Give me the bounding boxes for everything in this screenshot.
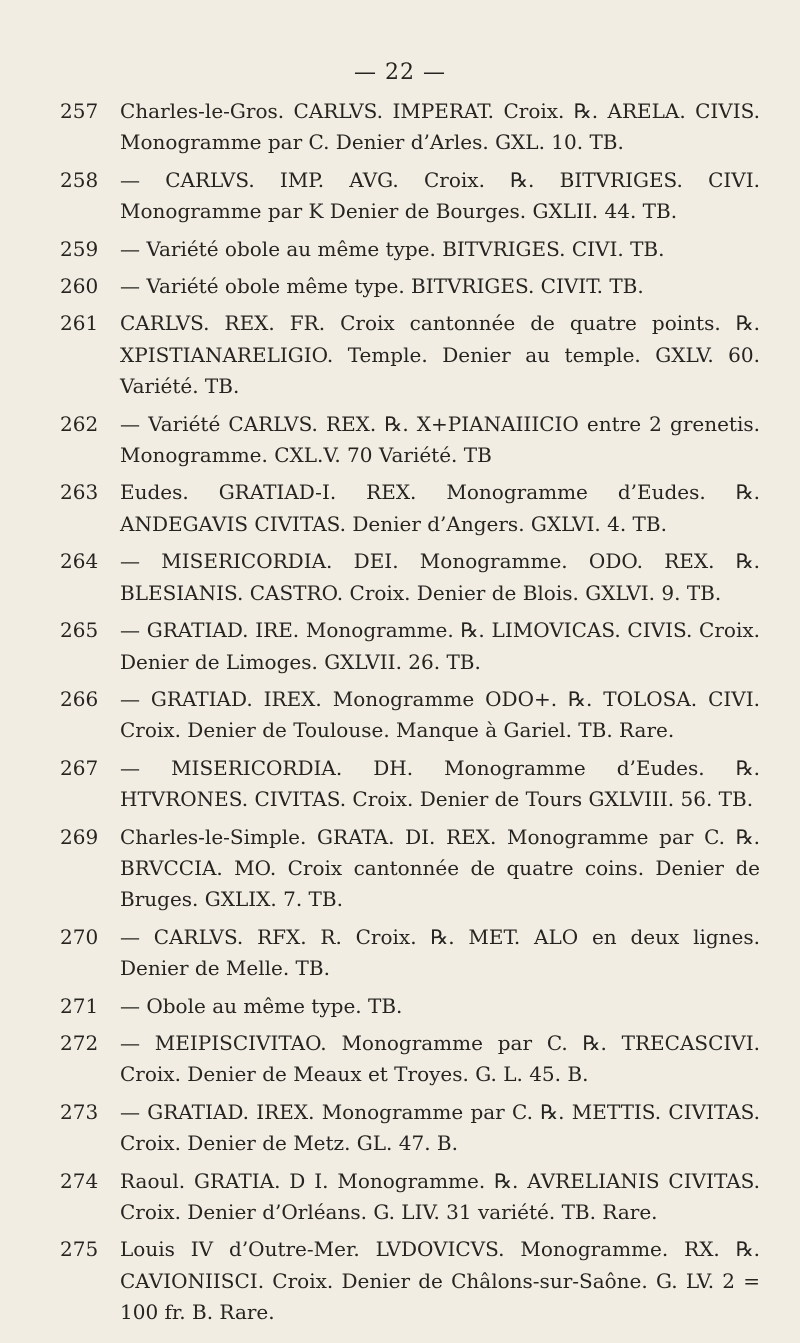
catalog-entry xyxy=(60,409,760,472)
entry-text: — GRATIAD. IREX. Monogramme par C. ℞. METTIS. CIVITAS. Croix. Denier de Metz. GL. 47. B. xyxy=(120,1099,760,1156)
catalog-entries xyxy=(60,96,760,1335)
entry-text: Louis IV d’Outre-Mer. LVDOVICVS. Monogramme. RX. ℞. CAVIONIISCI. Croix. Denier de Châlons-sur-Saône. G. LV. 2 = 100 fr. B. Rare. xyxy=(120,1237,760,1325)
page-number: — 22 — xyxy=(354,60,446,85)
catalog-entry xyxy=(60,1028,760,1091)
catalog-entry xyxy=(60,1097,760,1160)
entry-number: 257 xyxy=(60,99,99,123)
entry-text: — Variété obole même type. BITVRIGES. CIVIT. TB. xyxy=(120,274,644,299)
catalog-entry xyxy=(60,234,760,265)
catalog-entry xyxy=(60,684,760,747)
entry-text: Raoul. GRATIA. D I. Monogramme. ℞. AVRELIANIS CIVITAS. Croix. Denier d’Orléans. G. LIV. 31 variété. TB. Rare. xyxy=(120,1168,760,1224)
entry-number: 266 xyxy=(60,686,99,711)
catalog-entry xyxy=(60,308,760,402)
entry-text: — CARLVS. RFX. R. Croix. ℞. MET. ALO en deux lignes. Denier de Melle. TB. xyxy=(120,924,760,981)
entry-number: 272 xyxy=(60,1030,99,1055)
catalog-entry xyxy=(60,615,760,678)
entry-text: — Obole au même type. TB. xyxy=(120,993,403,1018)
catalog-entry xyxy=(60,1166,760,1229)
entry-text: — MEIPISCIVITAO. Monogramme par C. ℞. TRECASCIVI. Croix. Denier de Meaux et Troyes. G. L. 45. B. xyxy=(120,1030,760,1087)
entry-number: 270 xyxy=(60,924,99,949)
catalog-entry xyxy=(60,822,760,916)
catalog-entry xyxy=(60,546,760,609)
catalog-entry xyxy=(60,165,760,228)
entry-text: Charles-le-Gros. CARLVS. IMPERAT. Croix. ℞. ARELA. CIVIS. Monogramme par C. Denier d’Arles. GXL. 10. TB. xyxy=(120,99,760,155)
entry-number: 265 xyxy=(60,618,99,643)
entry-number: 258 xyxy=(60,167,99,192)
entry-text: — MISERICORDIA. DEI. Monogramme. ODO. REX. ℞. BLESIANIS. CASTRO. Croix. Denier de Blois. GXLVI. 9. TB. xyxy=(120,549,760,605)
entry-text: Charles-le-Simple. GRATA. DI. REX. Monogramme par C. ℞. BRVCCIA. MO. Croix cantonnée de quatre coins. Denier de Bruges. GXLIX. 7. TB. xyxy=(120,824,760,912)
entry-text: — MISERICORDIA. DH. Monogramme d’Eudes. ℞. HTVRONES. CIVITAS. Croix. Denier de Tours GXLVIII. 56. TB. xyxy=(120,755,760,812)
entry-text: — CARLVS. IMP. AVG. Croix. ℞. BITVRIGES. CIVI. Monogramme par K Denier de Bourges. GXLII. 44. TB. xyxy=(120,167,760,224)
entry-number: 261 xyxy=(60,311,99,336)
entry-text: — Variété obole au même type. BITVRIGES. CIVI. TB. xyxy=(120,236,665,261)
entry-number: 273 xyxy=(60,1099,99,1124)
entry-number: 263 xyxy=(60,480,99,505)
entry-number: 262 xyxy=(60,411,99,436)
catalog-entry xyxy=(60,922,760,985)
catalog-entry xyxy=(60,1234,760,1328)
entry-text: — Variété CARLVS. REX. ℞. X+PIANAIIICIO entre 2 grenetis. Monogramme. CXL.V. 70 Variété. TB xyxy=(120,411,760,468)
catalog-entry xyxy=(60,991,760,1022)
entry-number: 267 xyxy=(60,755,99,780)
entry-text: — GRATIAD. IRE. Monogramme. ℞. LIMOVICAS. CIVIS. Croix. Denier de Limoges. GXLVII. 26. TB. xyxy=(120,618,760,674)
catalog-entry xyxy=(60,96,760,159)
entry-text: Eudes. GRATIAD-I. REX. Monogramme d’Eudes. ℞. ANDEGAVIS CIVITAS. Denier d’Angers. GXLVI. 4. TB. xyxy=(120,480,760,536)
entry-number: 269 xyxy=(60,824,99,849)
entry-number: 275 xyxy=(60,1237,99,1262)
entry-number: 264 xyxy=(60,549,99,574)
catalog-entry xyxy=(60,271,760,302)
entry-number: 271 xyxy=(60,993,99,1018)
entry-number: 259 xyxy=(60,236,99,261)
entry-text: — GRATIAD. IREX. Monogramme ODO+. ℞. TOLOSA. CIVI. Croix. Denier de Toulouse. Manque à Gariel. TB. Rare. xyxy=(120,686,760,743)
catalog-entry xyxy=(60,477,760,540)
entry-number: 260 xyxy=(60,274,99,299)
entry-number: 274 xyxy=(60,1168,99,1193)
entry-text: CARLVS. REX. FR. Croix cantonnée de quatre points. ℞. XPISTIANARELIGIO. Temple. Denier au temple. GXLV. 60. Variété. TB. xyxy=(120,311,760,399)
catalog-entry xyxy=(60,753,760,816)
